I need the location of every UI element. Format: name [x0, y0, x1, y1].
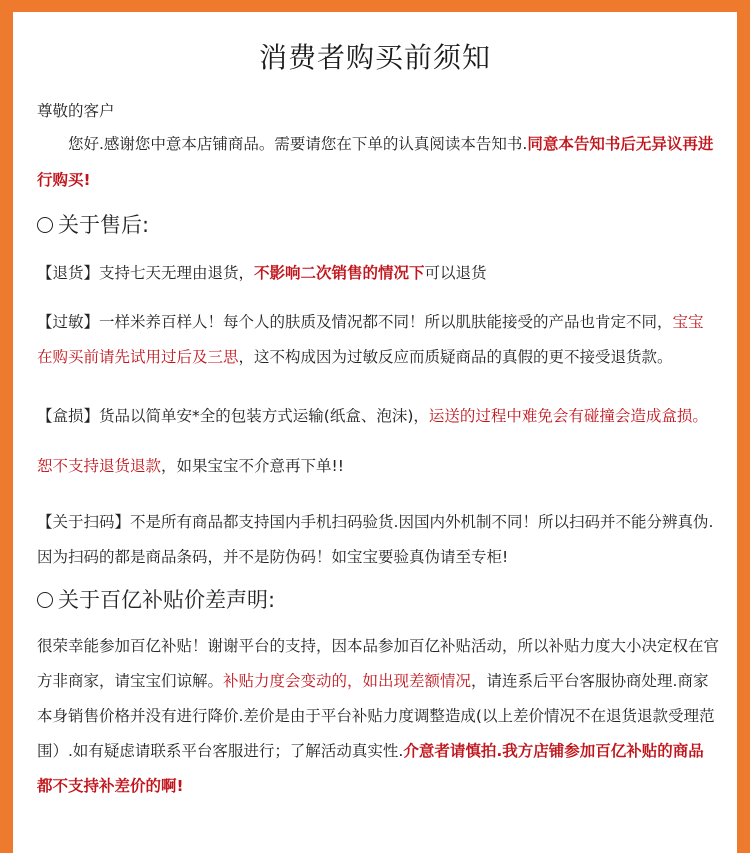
damage-text: 货品以简单安*全的包装方式运输(纸盒、泡沫)， — [99, 407, 429, 425]
section-subsidy-title: 关于百亿补贴价差声明: — [58, 588, 276, 612]
scan-paragraph — [37, 505, 719, 575]
circle-bullet-icon — [37, 217, 53, 233]
intro-paragraph — [37, 126, 719, 198]
greeting: 尊敬的客户 — [37, 102, 115, 120]
notice-sheet — [13, 12, 737, 853]
page-title: 消费者购买前须知 — [258, 41, 491, 74]
circle-bullet-icon — [37, 592, 53, 608]
scan-tag: 【关于扫码】 — [37, 513, 131, 531]
allergy-emphasis: 宝宝在购买前请先试用过后及三思 — [37, 313, 704, 366]
subsidy-emphasis: 补贴力度会变动的，如出现差额情况 — [223, 672, 472, 690]
subsidy-emphasis-2: 介意者请慎拍.我方店铺参加百亿补贴的商品都不支持补差价的啊! — [37, 742, 704, 795]
damage-paragraph — [37, 391, 719, 491]
section-after-sales-title: 关于售后: — [58, 213, 150, 237]
notice-content — [37, 96, 719, 804]
subsidy-paragraph — [37, 629, 719, 804]
returns-paragraph — [37, 256, 719, 291]
scan-text: 不是所有商品都支持国内手机扫码验货.因国内外机制不同！所以扫码并不能分辨真伪.因为扫码的都是商品条码，并不是防伪码！如宝宝要验真伪请至专柜! — [37, 513, 714, 566]
allergy-paragraph — [37, 305, 719, 375]
damage-tag: 【盒损】 — [37, 407, 100, 425]
intro-text: 您好.感谢您中意本店铺商品。需要请您在下单的认真阅读本告知书. — [68, 135, 528, 153]
allergy-tail: ，这不构成因为过敏反应而质疑商品的真假的更不接受退货款。 — [238, 348, 673, 366]
damage-tail: ，如果宝宝不介意再下单!! — [161, 457, 344, 475]
subsidy-text-2: ，请连系后平台客服协商处理.商家本身销售价格并没有进行降价.差价是由于平台补贴力度调整造成(以上差价情况不在退货退款受理范围）.如有疑虑请联系平台客服进行；了解活动真实性. — [37, 672, 715, 760]
returns-tail: 可以退货 — [424, 264, 487, 282]
subsidy-text: 很荣幸能参加百亿补贴！谢谢平台的支持，因本品参加百亿补贴活动，所以补贴力度大小决定权在官方非商家，请宝宝们谅解。 — [37, 637, 720, 690]
allergy-tag: 【过敏】 — [37, 313, 100, 331]
returns-emphasis: 不影响二次销售的情况下 — [254, 264, 425, 282]
intro-emphasis: 同意本告知书后无异议再进行购买! — [37, 135, 714, 189]
section-after-sales-heading — [37, 210, 719, 240]
section-subsidy-heading — [37, 585, 719, 615]
damage-emphasis: 运送的过程中难免会有碰撞会造成盒损。恕不支持退货退款 — [37, 407, 708, 475]
returns-tag: 【退货】 — [37, 264, 100, 282]
allergy-text: 一样米养百样人！每个人的肤质及情况都不同！所以肌肤能接受的产品也肯定不同， — [99, 313, 673, 331]
returns-text: 支持七天无理由退货， — [99, 264, 255, 282]
